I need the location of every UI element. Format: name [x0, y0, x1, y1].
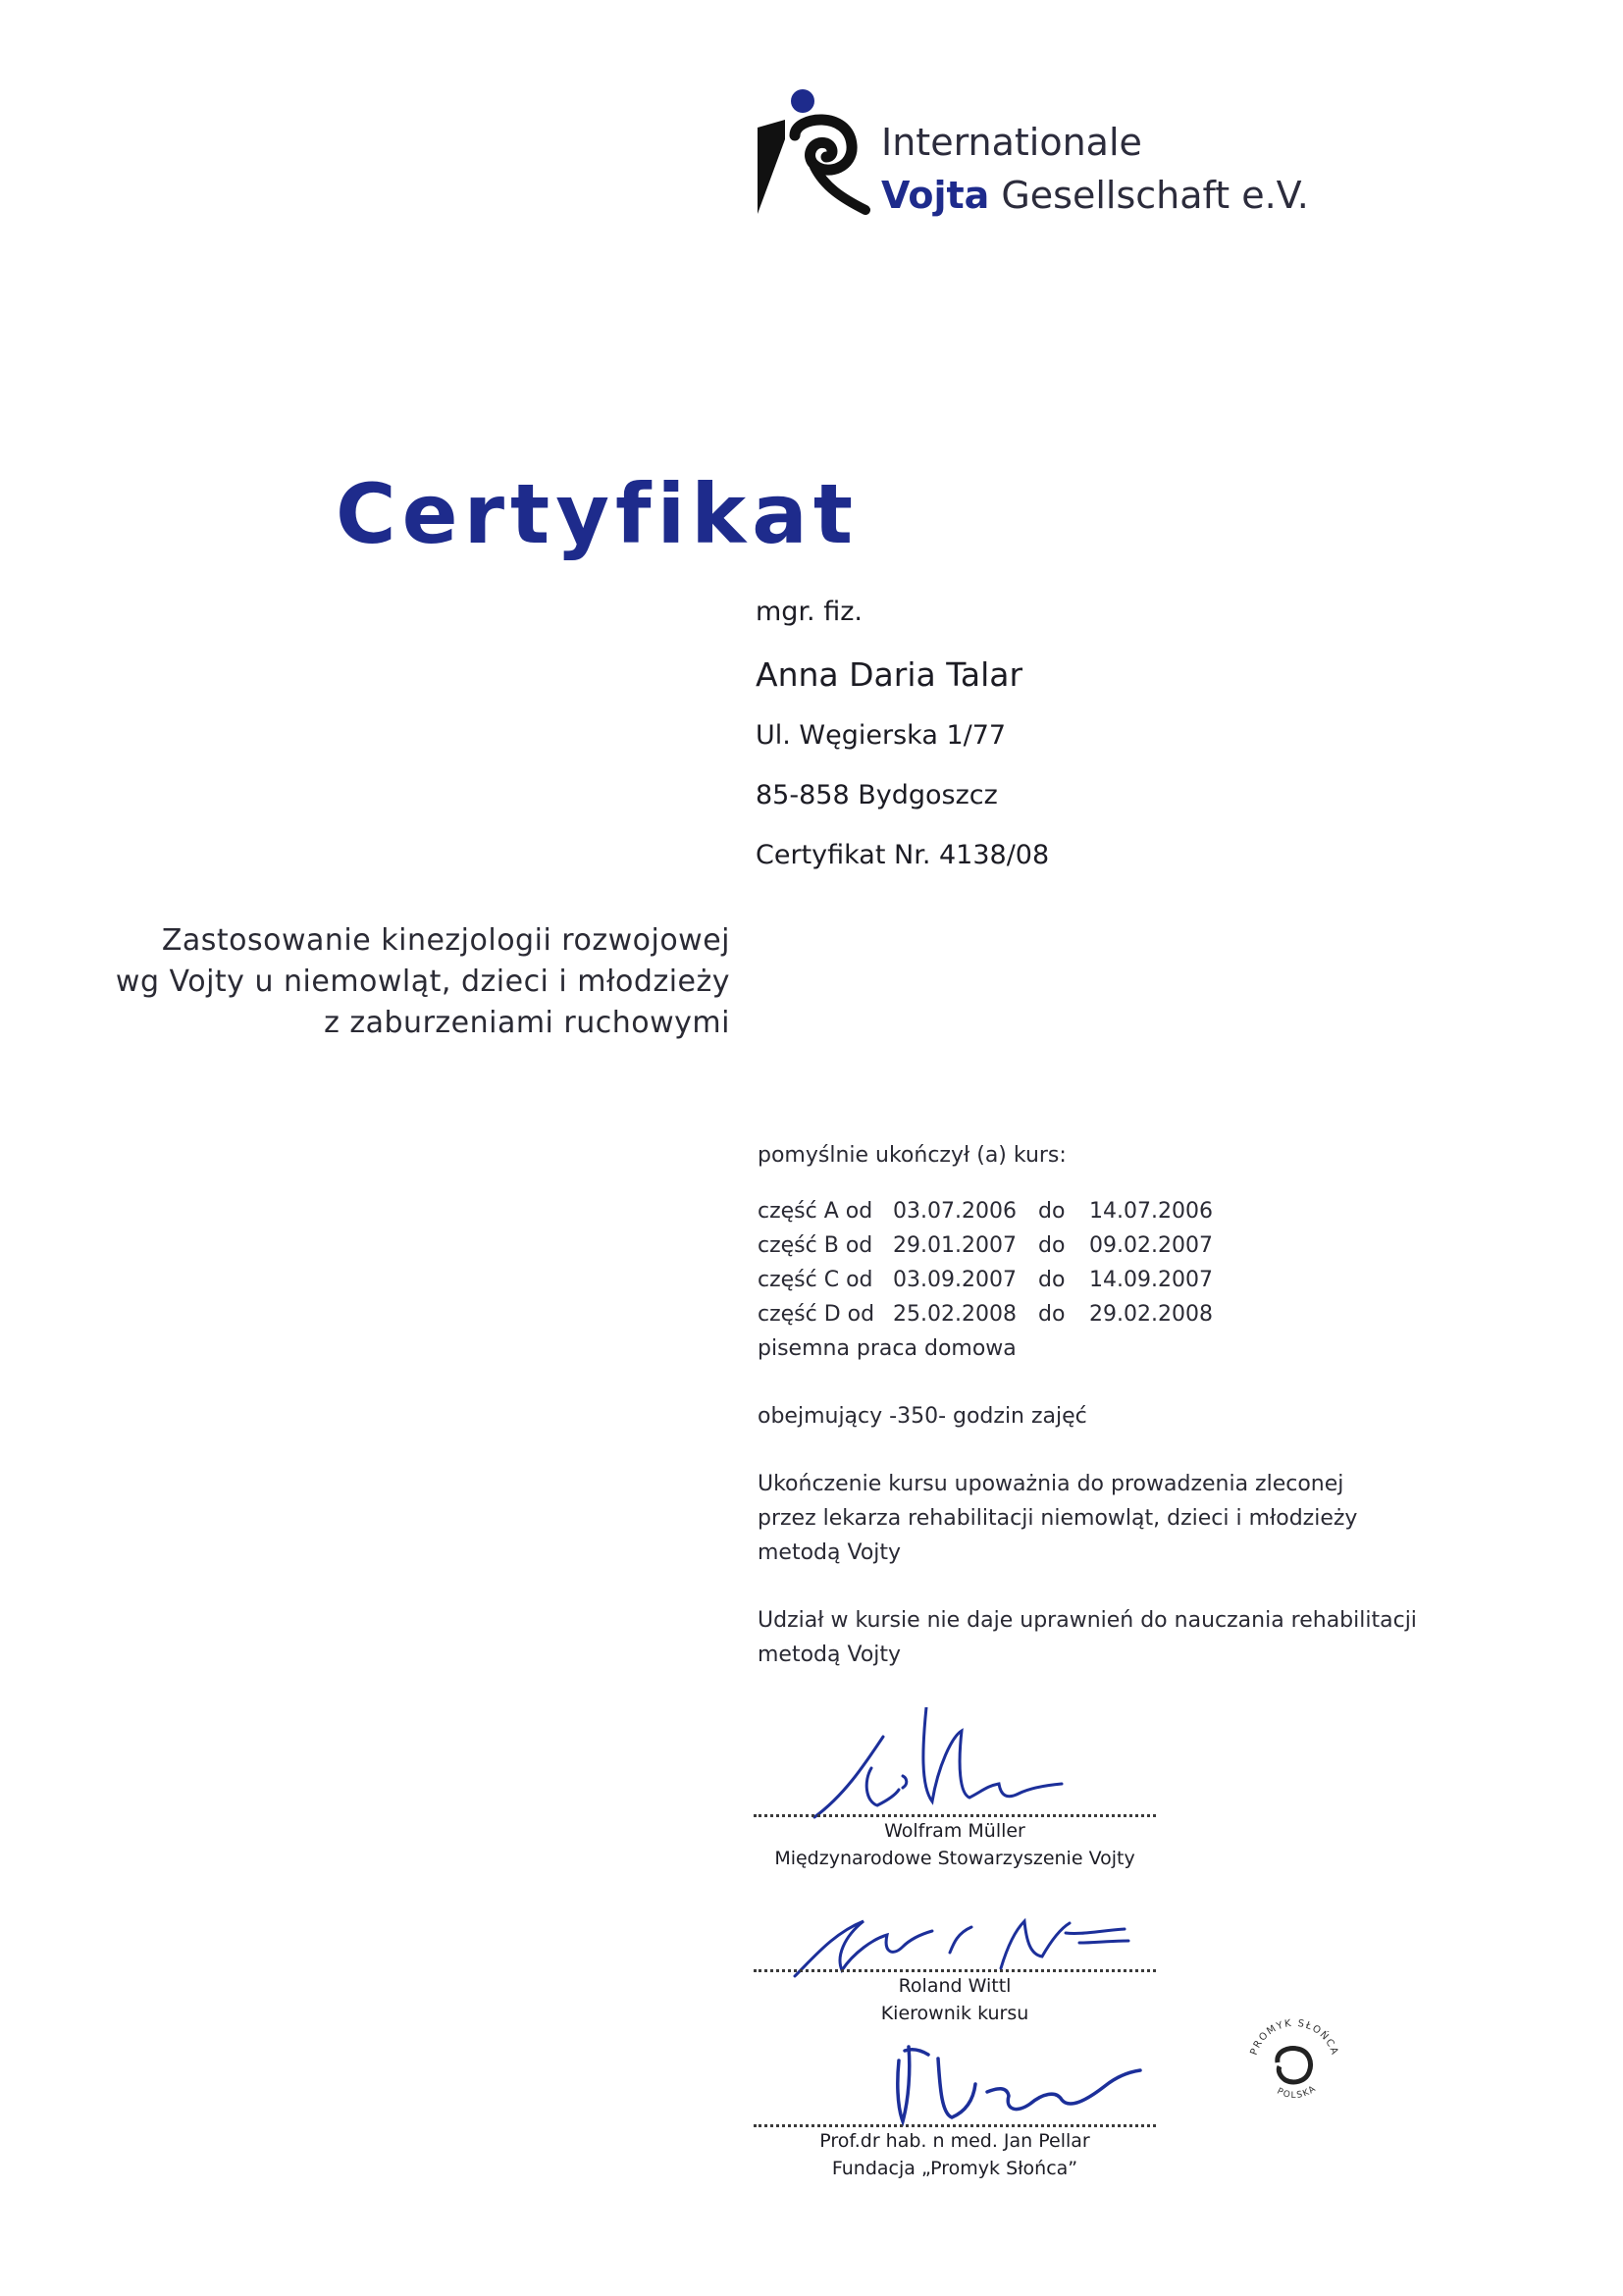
recipient-block — [756, 599, 1049, 868]
course-details — [758, 1138, 1417, 1672]
authorization-line: metodą Vojty — [758, 1540, 902, 1565]
signatory-2 — [754, 1969, 1156, 2027]
part-from: 03.07.2006 — [893, 1199, 1017, 1224]
signatory-name: Prof.dr hab. n med. Jan Pellar — [819, 2130, 1090, 2152]
hours-line: obejmujący -350- godzin zajęć — [758, 1404, 1087, 1429]
part-label: część C od — [758, 1268, 873, 1292]
authorization-line: Ukończenie kursu upoważnia do prowadzenia zleconej — [758, 1472, 1344, 1496]
limitation-line: metodą Vojty — [758, 1643, 902, 1667]
part-to-label: do — [1038, 1233, 1066, 1258]
signature-mueller-icon — [805, 1707, 1079, 1825]
course-title-line: Zastosowanie kinezjologii rozwojowej — [161, 923, 730, 958]
signatory-name: Wolfram Müller — [884, 1820, 1025, 1842]
part-from: 03.09.2007 — [893, 1268, 1017, 1292]
part-to: 14.07.2006 — [1089, 1199, 1213, 1224]
recipient-degree: mgr. fiz. — [756, 597, 863, 627]
part-to-label: do — [1038, 1302, 1066, 1327]
org-brand: Vojta — [881, 174, 990, 217]
part-row — [758, 1297, 1417, 1331]
completion-intro: pomyślnie ukończył (a) kurs: — [758, 1143, 1067, 1168]
signatory-role: Fundacja „Promyk Słońca” — [831, 2158, 1078, 2179]
part-to-label: do — [1038, 1199, 1066, 1224]
part-row — [758, 1194, 1417, 1228]
promyk-slonca-stamp-icon — [1240, 2011, 1348, 2119]
part-row — [758, 1228, 1417, 1263]
signatory-3 — [754, 2124, 1156, 2182]
vojta-logo-icon — [756, 88, 873, 216]
part-from: 29.01.2007 — [893, 1233, 1017, 1258]
course-title — [59, 920, 730, 1044]
course-title-line: wg Vojty u niemowląt, dzieci i młodzieży — [115, 965, 730, 999]
org-name-rest: Gesellschaft e.V. — [989, 174, 1309, 217]
part-row — [758, 1263, 1417, 1297]
org-name-line1: Internationale — [881, 121, 1142, 164]
course-title-line: z zaburzeniami ruchowymi — [324, 1006, 730, 1040]
svg-text:PROMYK SŁOŃCA: PROMYK SŁOŃCA — [1248, 2017, 1340, 2058]
part-label: część A od — [758, 1199, 873, 1224]
org-name-line2 — [881, 174, 1309, 217]
authorization-line: przez lekarza rehabilitacji niemowląt, dzieci i młodzieży — [758, 1506, 1358, 1531]
part-from: 25.02.2008 — [893, 1302, 1017, 1327]
recipient-name: Anna Daria Talar — [756, 655, 1023, 694]
part-label: część B od — [758, 1233, 873, 1258]
part-to: 09.02.2007 — [1089, 1233, 1213, 1258]
signatory-name: Roland Wittl — [898, 1975, 1012, 1997]
signatory-1 — [754, 1814, 1156, 1872]
part-label: część D od — [758, 1302, 875, 1327]
certificate-title: Certyfikat — [336, 466, 859, 562]
part-to-label: do — [1038, 1268, 1066, 1292]
certificate-number: Certyfikat Nr. 4138/08 — [756, 840, 1050, 870]
part-to: 14.09.2007 — [1089, 1268, 1213, 1292]
homework-line: pisemna praca domowa — [758, 1336, 1017, 1361]
signature-pellar-icon — [869, 2031, 1144, 2129]
part-to: 29.02.2008 — [1089, 1302, 1213, 1327]
limitation-line: Udział w kursie nie daje uprawnień do nauczania rehabilitacji — [758, 1608, 1417, 1633]
recipient-city: 85-858 Bydgoszcz — [756, 780, 998, 810]
course-parts — [758, 1194, 1417, 1366]
signatory-role: Kierownik kursu — [880, 2003, 1029, 2024]
signatory-role: Międzynarodowe Stowarzyszenie Vojty — [774, 1848, 1135, 1869]
svg-text:POLSKA: POLSKA — [1275, 2083, 1319, 2102]
recipient-street: Ul. Węgierska 1/77 — [756, 720, 1007, 751]
